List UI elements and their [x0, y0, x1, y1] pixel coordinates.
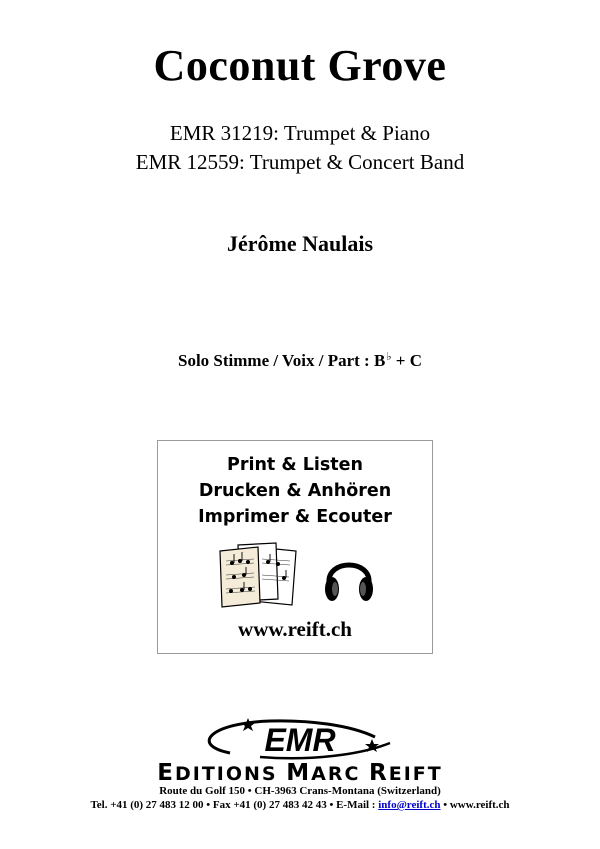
part-suffix: + C	[391, 351, 422, 370]
part-text: Solo Stimme / Voix / Part : B	[178, 351, 386, 370]
promo-line-en: Print & Listen	[227, 455, 363, 475]
promo-line-de: Drucken & Anhören	[198, 481, 392, 501]
publisher-address: Route du Golf 150 • CH-3963 Crans-Montana (Switzerland)	[159, 785, 441, 797]
emr-logo-text: EMR	[264, 722, 336, 758]
sheet-music-icon	[218, 541, 300, 609]
flat-symbol: ♭	[386, 351, 392, 363]
publisher-name	[0, 760, 600, 786]
publisher-ditions: DITIONS	[174, 763, 287, 785]
print-listen-box[interactable]	[157, 440, 433, 654]
title: Coconut Grove	[153, 41, 447, 90]
promo-line-fr: Imprimer & Ecouter	[198, 507, 392, 527]
emr-logo	[160, 715, 440, 761]
composer: Jérôme Naulais	[226, 231, 374, 256]
contact-phone-fax: Tel. +41 (0) 27 483 12 00 • Fax +41 (0) 27 483 42 43 • E-Mail :	[90, 799, 379, 811]
contact-line	[0, 799, 600, 811]
edition-trumpet-piano: EMR 31219: Trumpet & Piano	[169, 121, 431, 145]
edition-trumpet-band: EMR 12559: Trumpet & Concert Band	[135, 150, 465, 174]
publisher-m: M	[286, 760, 312, 786]
publisher-eift: EIFT	[388, 763, 443, 785]
promo-url[interactable]: www.reift.ch	[238, 617, 352, 641]
part-label	[0, 350, 600, 371]
publisher-r: R	[369, 760, 389, 786]
headphones-icon	[323, 549, 375, 605]
email-link[interactable]: info@reift.ch	[378, 799, 441, 811]
contact-website: • www.reift.ch	[440, 799, 510, 811]
publisher-e: E	[157, 760, 175, 786]
publisher-arc: ARC	[311, 763, 370, 785]
